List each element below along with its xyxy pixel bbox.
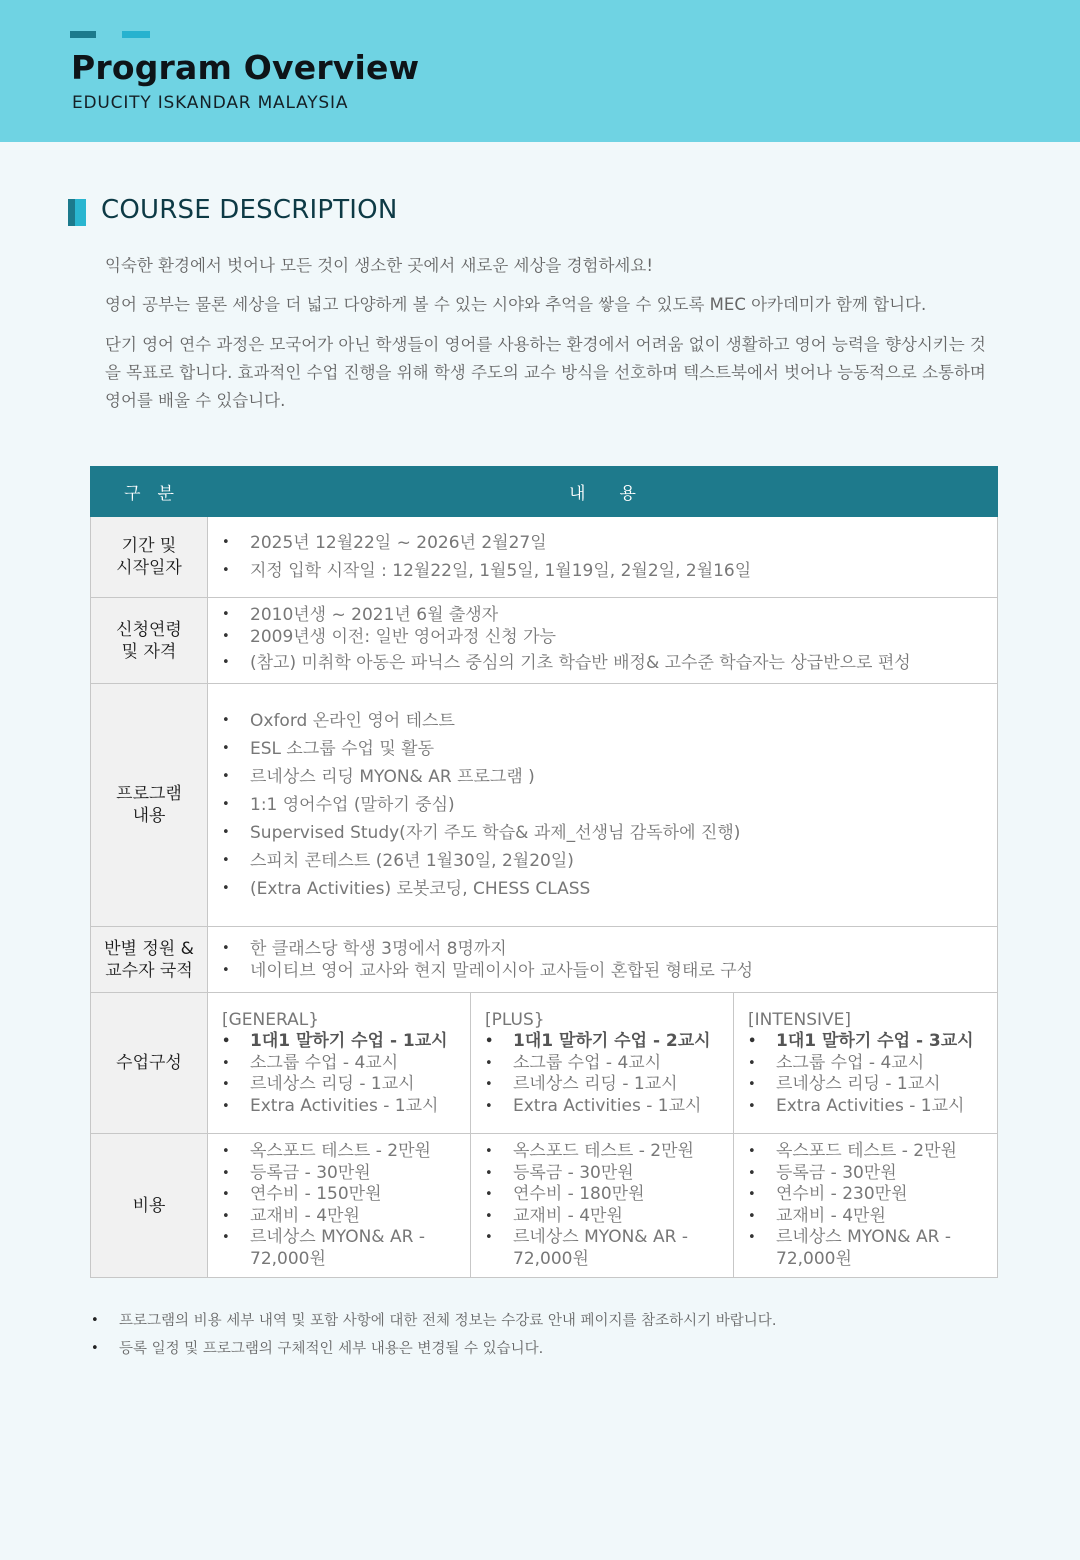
list-item: • 교재비 - 4만원: [485, 1206, 733, 1228]
intro-paragraph: 단기 영어 연수 과정은 모국어가 아닌 학생들이 영어를 사용하는 환경에서 어려움 없이 생활하고 영어 능력을 향상시키는 것을 목표로 합니다. 효과적인 수업 진행을 위해 학생 주도의 교수 방식을 선호하며 텍스트북에서 벗어나 능동적으로 소통하며 영어를 배울 수 있습니다.: [105, 335, 986, 410]
program-cell: [208, 684, 998, 927]
structure-plus-cell: [471, 993, 734, 1134]
intro-paragraph: 익숙한 환경에서 벗어나 모든 것이 생소한 곳에서 새로운 세상을 경험하세요!: [105, 256, 653, 275]
list-item: • Supervised Study(자기 주도 학습& 과제_선생님 감독하에 진행): [222, 819, 997, 847]
list-item: • 1대1 말하기 수업 - 2교시: [485, 1031, 733, 1053]
list-item: • 연수비 - 230만원: [748, 1184, 997, 1206]
plan-title: [GENERAL}: [222, 1010, 320, 1030]
list-item: • (참고) 미취학 아동은 파닉스 중심의 기초 학습반 배정& 고수준 학습자는 상급반으로 편성: [222, 648, 997, 678]
period-cell: [208, 517, 998, 598]
row-label-period: 기간 및 시작일자: [91, 517, 208, 598]
list-item: • 르네상스 MYON& AR - 72,000원: [222, 1227, 470, 1270]
list-item: • 등록금 - 30만원: [485, 1163, 733, 1185]
list-item: • 르네상스 리딩 - 1교시: [222, 1074, 470, 1096]
structure-intensive-cell: [734, 993, 998, 1134]
list-item: • 1대1 말하기 수업 - 3교시: [748, 1031, 997, 1053]
cost-general-cell: [208, 1134, 471, 1278]
footnote-item: • 프로그램의 비용 세부 내역 및 포함 사항에 대한 전체 정보는 수강료 안내 페이지를 참조하시기 바랍니다.: [90, 1307, 776, 1335]
list-item: • 소그룹 수업 - 4교시: [748, 1053, 997, 1075]
section-title: COURSE DESCRIPTION: [101, 195, 398, 225]
list-item: • 연수비 - 150만원: [222, 1184, 470, 1206]
list-item: • 1:1 영어수업 (말하기 중심): [222, 791, 997, 819]
list-item: • 등록금 - 30만원: [748, 1163, 997, 1185]
list-item: • Extra Activities - 1교시: [222, 1096, 470, 1118]
list-item: • (Extra Activities) 로봇코딩, CHESS CLASS: [222, 875, 997, 903]
cost-intensive-cell: [734, 1134, 998, 1278]
row-label-eligibility: 신청연령 및 자격: [91, 598, 208, 684]
list-item: • 2025년 12월22일 ~ 2026년 2월27일: [222, 529, 997, 557]
class-cell: [208, 927, 998, 993]
list-item: • ESL 소그룹 수업 및 활동: [222, 735, 997, 763]
list-item: • 소그룹 수업 - 4교시: [485, 1053, 733, 1075]
list-item: • Extra Activities - 1교시: [748, 1096, 997, 1118]
list-item: • 지정 입학 시작일 : 12월22일, 1월5일, 1월19일, 2월2일, 2월16일: [222, 557, 997, 585]
list-item: • 옥스포드 테스트 - 2만원: [222, 1141, 470, 1163]
list-item: • 르네상스 리딩 MYON& AR 프로그램 ): [222, 763, 997, 791]
header-accent-dark: [70, 31, 96, 38]
eligibility-cell: [208, 598, 998, 684]
list-item: • 소그룹 수업 - 4교시: [222, 1053, 470, 1075]
list-item: • 2009년생 이전: 일반 영어과정 신청 가능: [222, 626, 997, 648]
list-item: • 교재비 - 4만원: [748, 1206, 997, 1228]
page-title: Program Overview: [71, 48, 420, 87]
list-item: • 교재비 - 4만원: [222, 1206, 470, 1228]
list-item: • 옥스포드 테스트 - 2만원: [748, 1141, 997, 1163]
header-accent-light: [122, 31, 150, 38]
list-item: • 한 클래스당 학생 3명에서 8명까지: [222, 938, 997, 960]
list-item: • 옥스포드 테스트 - 2만원: [485, 1141, 733, 1163]
row-label-cost: 비용: [91, 1134, 208, 1278]
plan-title: [PLUS}: [485, 1010, 545, 1030]
table-header-category: 구 분: [91, 467, 208, 517]
row-label-structure: 수업구성: [91, 993, 208, 1134]
page-subtitle: EDUCITY ISKANDAR MALAYSIA: [72, 93, 349, 113]
cost-plus-cell: [471, 1134, 734, 1278]
row-label-class: 반별 정원 & 교수자 국적: [91, 927, 208, 993]
footnote-item: • 등록 일정 및 프로그램의 구체적인 세부 내용은 변경될 수 있습니다.: [90, 1335, 776, 1363]
footnotes: [90, 1307, 776, 1363]
list-item: • 1대1 말하기 수업 - 1교시: [222, 1031, 470, 1053]
header-banner: [0, 0, 1080, 142]
list-item: • Extra Activities - 1교시: [485, 1096, 733, 1118]
program-info-table: [90, 466, 998, 1278]
list-item: • 스피치 콘테스트 (26년 1월30일, 2월20일): [222, 847, 997, 875]
list-item: • 르네상스 MYON& AR - 72,000원: [485, 1227, 733, 1270]
list-item: • 르네상스 MYON& AR - 72,000원: [748, 1227, 997, 1270]
row-label-program: 프로그램 내용: [91, 684, 208, 927]
list-item: • 연수비 - 180만원: [485, 1184, 733, 1206]
list-item: • Oxford 온라인 영어 테스트: [222, 707, 997, 735]
list-item: • 등록금 - 30만원: [222, 1163, 470, 1185]
section-marker-icon: [68, 199, 87, 226]
table-header-content: 내 용: [208, 467, 998, 517]
plan-title: [INTENSIVE]: [748, 1010, 852, 1030]
list-item: • 르네상스 리딩 - 1교시: [485, 1074, 733, 1096]
list-item: • 네이티브 영어 교사와 현지 말레이시아 교사들이 혼합된 형태로 구성: [222, 960, 997, 982]
structure-general-cell: [208, 993, 471, 1134]
list-item: • 르네상스 리딩 - 1교시: [748, 1074, 997, 1096]
list-item: • 2010년생 ~ 2021년 6월 출생자: [222, 604, 997, 626]
intro-paragraph: 영어 공부는 물론 세상을 더 넓고 다양하게 볼 수 있는 시야와 추억을 쌓을 수 있도록 MEC 아카데미가 함께 합니다.: [105, 295, 927, 314]
